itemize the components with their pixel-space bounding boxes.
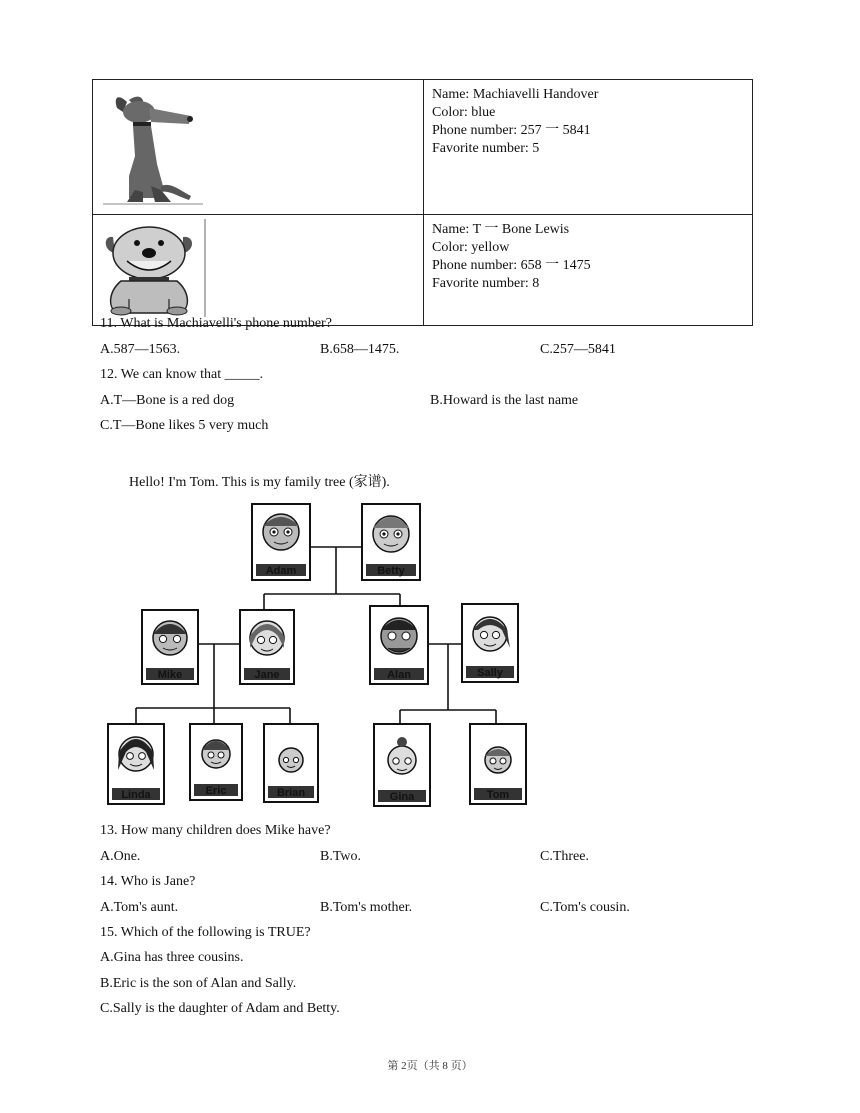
dog-sitting-icon	[99, 86, 219, 208]
table-row	[93, 80, 753, 215]
member-card-tom	[470, 724, 526, 804]
member-card-gina	[374, 724, 430, 806]
question-13: 13. How many children does Mike have?	[100, 823, 331, 838]
member-card-brian	[264, 724, 318, 802]
bulldog-icon	[99, 219, 211, 317]
member-card-adam	[252, 504, 310, 580]
pet-info-cell	[424, 80, 753, 215]
q14-option-a: A.Tom's aunt.	[100, 900, 179, 915]
pet-name: Name: T 一 Bone Lewis	[432, 222, 570, 237]
q14-option-b: B.Tom's mother.	[320, 900, 413, 915]
member-name: Gina	[389, 791, 415, 803]
pet-image-cell	[93, 80, 424, 215]
pet-favorite-number: Favorite number: 5	[432, 141, 540, 156]
pet-info-cell	[424, 215, 753, 326]
member-card-linda	[108, 724, 164, 804]
q13-option-a: A.One.	[100, 849, 141, 864]
member-name: Sally	[477, 667, 503, 679]
baby-face-icon	[279, 748, 303, 772]
pet-info-table	[92, 79, 753, 326]
member-name: Eric	[205, 785, 227, 797]
pet-name: Name: Machiavelli Handover	[432, 87, 599, 102]
q12-option-c: C.T—Bone likes 5 very much	[100, 418, 269, 433]
pet-favorite-number: Favorite number: 8	[432, 276, 540, 291]
q12-option-b: B.Howard is the last name	[430, 393, 579, 408]
pet-color: Color: blue	[432, 105, 496, 120]
passage-intro: Hello! I'm Tom. This is my family tree (家谱).	[129, 475, 390, 490]
girl-face-icon	[388, 746, 416, 774]
table-row	[93, 215, 753, 326]
q15-option-b: B.Eric is the son of Alan and Sally.	[100, 976, 297, 991]
q11-option-a: A.587—1563.	[100, 342, 181, 357]
question-15: 15. Which of the following is TRUE?	[100, 925, 311, 940]
question-12: 12. We can know that _____.	[100, 367, 264, 382]
q14-option-c: C.Tom's cousin.	[540, 900, 630, 915]
member-card-alan	[370, 606, 428, 684]
member-name: Tom	[486, 789, 510, 801]
pet-image-cell	[93, 215, 424, 326]
member-card-sally	[462, 604, 518, 682]
pet-phone: Phone number: 257 一 5841	[432, 123, 591, 138]
member-name: Alan	[387, 669, 411, 681]
member-card-mike	[142, 610, 198, 684]
family-tree-diagram	[100, 498, 532, 810]
member-name: Jane	[254, 669, 280, 681]
member-card-betty	[362, 504, 420, 580]
q11-option-b: B.658—1475.	[320, 342, 400, 357]
page-footer: 第 2页（共 8 页）	[387, 1060, 473, 1072]
q15-option-c: C.Sally is the daughter of Adam and Betty.	[100, 1001, 340, 1016]
q11-option-c: C.257—5841	[540, 342, 616, 357]
pet-phone: Phone number: 658 一 1475	[432, 258, 591, 273]
q13-option-c: C.Three.	[540, 849, 589, 864]
question-14: 14. Who is Jane?	[100, 874, 196, 889]
member-name: Betty	[377, 565, 405, 577]
question-11: 11. What is Machiavelli's phone number?	[100, 316, 332, 331]
member-name: Mike	[157, 669, 183, 681]
member-name: Brian	[276, 787, 306, 799]
pet-color: Color: yellow	[432, 240, 510, 255]
q15-option-a: A.Gina has three cousins.	[100, 950, 244, 965]
q13-option-b: B.Two.	[320, 849, 362, 864]
q12-option-a: A.T—Bone is a red dog	[100, 393, 235, 408]
member-card-jane	[240, 610, 294, 684]
member-card-eric	[190, 724, 242, 800]
member-name: Adam	[265, 565, 297, 577]
member-name: Linda	[121, 789, 151, 801]
